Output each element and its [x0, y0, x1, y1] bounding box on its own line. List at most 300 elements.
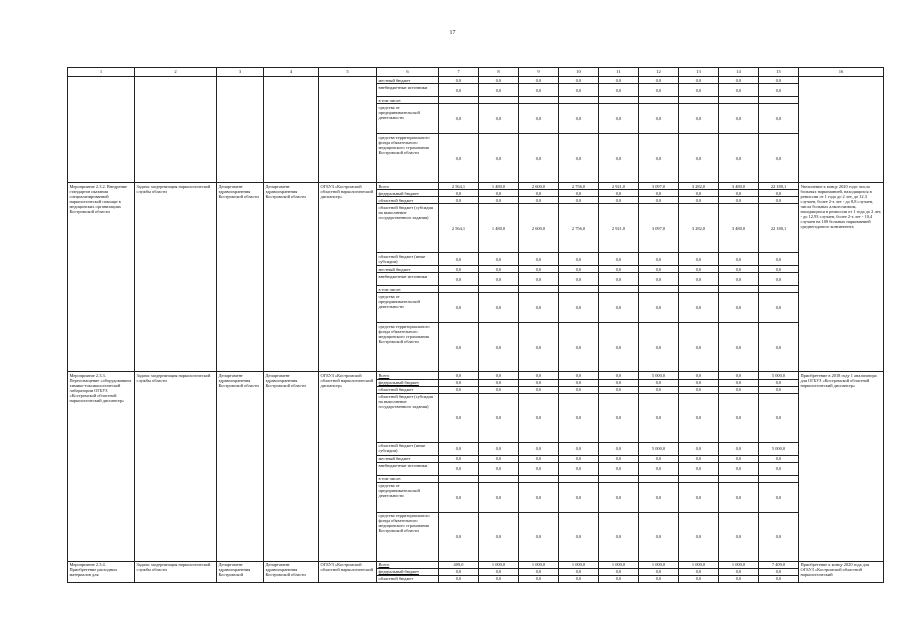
participant: ОГБУЗ «Костромской областной наркологический диспансер»	[319, 183, 377, 372]
value-cell: 0,0	[519, 84, 559, 97]
value-cell: 0,0	[639, 482, 679, 512]
value-cell: 0,0	[599, 372, 639, 379]
value-cell: 0,0	[639, 455, 679, 462]
value-cell: 0,0	[599, 575, 639, 582]
value-cell: 0,0	[679, 104, 719, 134]
value-cell: 0,0	[759, 575, 799, 582]
value-cell: 0,0	[719, 379, 759, 386]
column-header: 12	[639, 68, 679, 77]
value-cell: 0,0	[759, 266, 799, 273]
value-cell: 0,0	[439, 372, 479, 379]
value-cell: 0,0	[639, 575, 679, 582]
value-cell: 0,0	[479, 512, 519, 561]
value-cell: 0,0	[759, 190, 799, 197]
value-cell: 0,0	[599, 386, 639, 393]
value-cell	[519, 97, 559, 104]
value-cell: 0,0	[679, 393, 719, 442]
task-name: Задача: модернизация наркологической службы области	[135, 183, 217, 372]
value-cell: 0,0	[439, 379, 479, 386]
executor: Департамент здравоохранения Костромской области	[217, 372, 264, 561]
value-cell: 0,0	[759, 455, 799, 462]
value-cell: 0,0	[479, 77, 519, 84]
value-cell: 0,0	[759, 77, 799, 84]
value-cell: 0,0	[679, 77, 719, 84]
value-cell: 0,0	[639, 393, 679, 442]
value-cell: 0,0	[639, 323, 679, 372]
value-cell: 0,0	[519, 462, 559, 475]
value-cell	[719, 475, 759, 482]
empty-cell	[68, 77, 135, 183]
value-cell	[559, 286, 599, 293]
value-cell: 0,0	[559, 482, 599, 512]
value-cell	[519, 286, 559, 293]
column-header: 8	[479, 68, 519, 77]
value-cell: 0,0	[599, 393, 639, 442]
coexecutor: Департамент здравоохранения Костромской области	[264, 561, 319, 582]
value-cell: 0,0	[439, 512, 479, 561]
value-cell: 0,0	[759, 197, 799, 204]
value-cell: 0,0	[559, 462, 599, 475]
value-cell	[599, 97, 639, 104]
executor: Департамент здравоохранения Костромской области	[217, 183, 264, 372]
value-cell: 0,0	[519, 568, 559, 575]
value-cell: 0,0	[679, 253, 719, 266]
value-cell: 0,0	[679, 134, 719, 183]
value-cell: 0,0	[559, 77, 599, 84]
value-cell: 0,0	[719, 104, 759, 134]
value-cell: 5 000,0	[639, 372, 679, 379]
source-label: внебюджетные источники	[377, 462, 439, 475]
value-cell: 0,0	[759, 253, 799, 266]
column-header: 9	[519, 68, 559, 77]
value-cell: 3 282,0	[679, 204, 719, 253]
value-cell: 0,0	[559, 575, 599, 582]
source-label: в том числе:	[377, 286, 439, 293]
value-cell: 0,0	[639, 462, 679, 475]
executor: Департамент здравоохранения Костромской	[217, 561, 264, 582]
source-label: областной бюджет (иные субсидии)	[377, 442, 439, 455]
value-cell: 0,0	[639, 104, 679, 134]
empty-cell	[217, 77, 264, 183]
value-cell: 0,0	[599, 455, 639, 462]
column-header: 11	[599, 68, 639, 77]
value-cell: 0,0	[519, 253, 559, 266]
value-cell: 0,0	[639, 266, 679, 273]
value-cell: 0,0	[759, 482, 799, 512]
value-cell: 0,0	[719, 393, 759, 442]
value-cell: 0,0	[519, 482, 559, 512]
source-label: средства от предпринимательской деятельности	[377, 104, 439, 134]
value-cell: 0,0	[519, 575, 559, 582]
value-cell: 0,0	[439, 104, 479, 134]
value-cell: 5 000,0	[639, 442, 679, 455]
value-cell: 0,0	[559, 455, 599, 462]
value-cell: 0,0	[519, 134, 559, 183]
value-cell: 0,0	[759, 323, 799, 372]
value-cell: 0,0	[479, 455, 519, 462]
source-label: федеральный бюджет	[377, 190, 439, 197]
value-cell: 0,0	[719, 372, 759, 379]
value-cell: 0,0	[559, 273, 599, 286]
empty-cell	[799, 77, 884, 183]
value-cell	[759, 286, 799, 293]
source-label: средства от предпринимательской деятельности	[377, 482, 439, 512]
value-cell: 0,0	[439, 442, 479, 455]
value-cell: 0,0	[759, 512, 799, 561]
value-cell: 1 000,0	[679, 561, 719, 568]
value-cell: 0,0	[719, 253, 759, 266]
source-label: Всего	[377, 183, 439, 190]
source-label: средства территориального фонда обязательного медицинского страхования Костромской области	[377, 323, 439, 372]
value-cell: 0,0	[599, 273, 639, 286]
value-cell: 5 000,0	[759, 442, 799, 455]
value-cell: 0,0	[679, 386, 719, 393]
value-cell: 0,0	[679, 84, 719, 97]
column-header: 7	[439, 68, 479, 77]
value-cell: 1 480,0	[479, 204, 519, 253]
value-cell: 5 000,0	[759, 372, 799, 379]
value-cell: 0,0	[639, 253, 679, 266]
value-cell: 0,0	[759, 462, 799, 475]
value-cell: 0,0	[559, 393, 599, 442]
value-cell	[479, 97, 519, 104]
source-label: средства от предпринимательской деятельности	[377, 293, 439, 323]
value-cell: 0,0	[759, 293, 799, 323]
value-cell	[759, 97, 799, 104]
value-cell: 0,0	[759, 134, 799, 183]
value-cell	[679, 97, 719, 104]
value-cell: 3 480,0	[719, 183, 759, 190]
value-cell: 0,0	[719, 190, 759, 197]
value-cell: 0,0	[479, 393, 519, 442]
source-label: областной бюджет (иные субсидии)	[377, 253, 439, 266]
value-cell: 0,0	[519, 197, 559, 204]
value-cell: 0,0	[479, 266, 519, 273]
value-cell: 2 756,0	[559, 183, 599, 190]
value-cell	[479, 475, 519, 482]
value-cell: 0,0	[719, 455, 759, 462]
value-cell	[599, 286, 639, 293]
value-cell: 0,0	[679, 273, 719, 286]
value-cell: 0,0	[439, 253, 479, 266]
value-cell: 0,0	[439, 386, 479, 393]
value-cell: 0,0	[559, 293, 599, 323]
value-cell	[439, 286, 479, 293]
value-cell: 0,0	[639, 379, 679, 386]
column-header: 6	[377, 68, 439, 77]
value-cell: 0,0	[759, 273, 799, 286]
source-label: местный бюджет	[377, 77, 439, 84]
value-cell: 0,0	[519, 455, 559, 462]
table-row	[68, 183, 884, 190]
value-cell: 0,0	[439, 455, 479, 462]
value-cell	[639, 286, 679, 293]
value-cell: 2 600,0	[519, 204, 559, 253]
value-cell: 0,0	[599, 197, 639, 204]
value-cell: 1 000,0	[559, 561, 599, 568]
expected-result: Приобретение к концу 2020 года для ОГБУЗ «Костромской областной наркологический	[799, 561, 884, 582]
value-cell: 0,0	[679, 372, 719, 379]
value-cell: 0,0	[479, 482, 519, 512]
value-cell	[479, 286, 519, 293]
column-header: 2	[135, 68, 217, 77]
value-cell: 0,0	[679, 197, 719, 204]
value-cell: 0,0	[439, 575, 479, 582]
value-cell: 1 000,0	[479, 561, 519, 568]
column-header: 10	[559, 68, 599, 77]
value-cell: 2 921,0	[599, 183, 639, 190]
value-cell: 0,0	[479, 568, 519, 575]
budget-table	[67, 67, 884, 583]
value-cell: 0,0	[639, 568, 679, 575]
value-cell: 0,0	[639, 273, 679, 286]
value-cell: 0,0	[479, 386, 519, 393]
value-cell: 1 000,0	[599, 561, 639, 568]
value-cell: 0,0	[719, 77, 759, 84]
value-cell	[639, 475, 679, 482]
value-cell: 22 180,1	[759, 204, 799, 253]
value-cell	[679, 286, 719, 293]
value-cell: 2 600,0	[519, 183, 559, 190]
value-cell: 0,0	[559, 386, 599, 393]
value-cell: 2 756,0	[559, 204, 599, 253]
value-cell: 2 564,1	[439, 204, 479, 253]
column-header: 5	[319, 68, 377, 77]
value-cell: 1 000,0	[719, 561, 759, 568]
value-cell: 0,0	[599, 293, 639, 323]
value-cell: 0,0	[439, 293, 479, 323]
value-cell: 0,0	[599, 482, 639, 512]
value-cell: 0,0	[719, 512, 759, 561]
value-cell: 0,0	[639, 197, 679, 204]
value-cell: 0,0	[679, 462, 719, 475]
empty-cell	[264, 77, 319, 183]
value-cell: 0,0	[439, 190, 479, 197]
source-label: областной бюджет	[377, 386, 439, 393]
value-cell: 0,0	[559, 372, 599, 379]
value-cell: 0,0	[519, 372, 559, 379]
expected-result: Приобретение в 2018 году 1 анализатора для ОГБУЗ «Костромской областной наркологический диспансер»	[799, 372, 884, 561]
participant: ОГБУЗ «Костромской областной наркологический	[319, 561, 377, 582]
value-cell: 0,0	[439, 197, 479, 204]
value-cell: 0,0	[679, 442, 719, 455]
value-cell: 0,0	[479, 293, 519, 323]
task-name: Задача: модернизация наркологической службы области	[135, 372, 217, 561]
value-cell: 0,0	[559, 379, 599, 386]
value-cell: 0,0	[719, 273, 759, 286]
source-label: областной бюджет (субсидия на выполнение государственного задания)	[377, 393, 439, 442]
value-cell: 0,0	[519, 266, 559, 273]
value-cell	[519, 475, 559, 482]
value-cell: 0,0	[679, 512, 719, 561]
value-cell: 0,0	[679, 455, 719, 462]
value-cell: 7 409,0	[759, 561, 799, 568]
value-cell: 0,0	[479, 323, 519, 372]
value-cell	[439, 97, 479, 104]
value-cell: 0,0	[679, 568, 719, 575]
value-cell: 0,0	[759, 386, 799, 393]
value-cell: 3 097,0	[639, 204, 679, 253]
value-cell: 0,0	[719, 575, 759, 582]
value-cell: 0,0	[719, 293, 759, 323]
column-header: 16	[799, 68, 884, 77]
value-cell: 0,0	[599, 442, 639, 455]
value-cell: 0,0	[599, 77, 639, 84]
value-cell: 0,0	[599, 512, 639, 561]
value-cell: 0,0	[519, 273, 559, 286]
value-cell: 0,0	[599, 253, 639, 266]
value-cell: 0,0	[519, 293, 559, 323]
page-number: 17	[449, 30, 456, 36]
header-row	[68, 68, 884, 77]
value-cell: 0,0	[479, 462, 519, 475]
value-cell: 0,0	[759, 393, 799, 442]
value-cell: 0,0	[519, 190, 559, 197]
value-cell: 0,0	[479, 84, 519, 97]
source-label: федеральный бюджет	[377, 379, 439, 386]
column-header: 3	[217, 68, 264, 77]
table-row	[68, 372, 884, 379]
value-cell: 0,0	[599, 462, 639, 475]
value-cell: 0,0	[559, 253, 599, 266]
source-label: областной бюджет	[377, 197, 439, 204]
value-cell: 0,0	[559, 323, 599, 372]
value-cell: 0,0	[599, 104, 639, 134]
value-cell: 0,0	[439, 77, 479, 84]
measure-name: Мероприятие 2.3.4. Приобретение расходных материалов для	[68, 561, 135, 582]
value-cell: 0,0	[479, 273, 519, 286]
value-cell: 0,0	[679, 266, 719, 273]
empty-cell	[135, 77, 217, 183]
value-cell: 3 097,0	[639, 183, 679, 190]
value-cell: 0,0	[439, 393, 479, 442]
value-cell: 0,0	[719, 568, 759, 575]
value-cell: 0,0	[639, 190, 679, 197]
source-label: областной бюджет	[377, 575, 439, 582]
value-cell	[639, 97, 679, 104]
value-cell: 0,0	[719, 442, 759, 455]
value-cell: 0,0	[479, 379, 519, 386]
value-cell: 0,0	[599, 190, 639, 197]
value-cell: 0,0	[679, 575, 719, 582]
value-cell: 0,0	[439, 84, 479, 97]
value-cell: 0,0	[759, 84, 799, 97]
value-cell	[559, 475, 599, 482]
source-label: местный бюджет	[377, 266, 439, 273]
value-cell: 0,0	[479, 575, 519, 582]
value-cell: 0,0	[479, 197, 519, 204]
value-cell: 0,0	[439, 323, 479, 372]
value-cell: 0,0	[479, 253, 519, 266]
value-cell: 0,0	[439, 266, 479, 273]
value-cell: 0,0	[519, 104, 559, 134]
value-cell: 0,0	[639, 134, 679, 183]
value-cell: 0,0	[599, 134, 639, 183]
column-header: 13	[679, 68, 719, 77]
value-cell: 0,0	[599, 323, 639, 372]
column-header: 15	[759, 68, 799, 77]
value-cell	[759, 475, 799, 482]
value-cell: 0,0	[559, 134, 599, 183]
value-cell: 3 480,0	[719, 204, 759, 253]
value-cell: 0,0	[559, 512, 599, 561]
value-cell: 0,0	[519, 323, 559, 372]
coexecutor: Департамент здравоохранения Костромской области	[264, 183, 319, 372]
value-cell: 409,0	[439, 561, 479, 568]
table-row	[68, 77, 884, 84]
value-cell	[439, 475, 479, 482]
value-cell	[599, 475, 639, 482]
value-cell: 0,0	[519, 512, 559, 561]
expected-result: Увеличение к концу 2020 года: числа больных наркоманией, находящихся в ремиссии от 1 года до 2 лет, до 12,3 случаев, более 2-х лет - до 8,8 случаев, числа больных алкоголизмом, находящихся в ремиссии от 1 года до 2 лет, - до 12,93 случаев, более 2-х лет - 10,4 случаев на 100 больных наркоманией среднегодового контингента	[799, 183, 884, 372]
value-cell: 0,0	[439, 273, 479, 286]
measure-name: Мероприятие 2.3.3. Переоснащение «оборудованием химико-токсикологической лаборатории ОГБУЗ «Костромской областной наркологический диспансер»	[68, 372, 135, 561]
value-cell: 0,0	[559, 84, 599, 97]
source-label: в том числе:	[377, 475, 439, 482]
source-label: в том числе:	[377, 97, 439, 104]
value-cell: 0,0	[679, 323, 719, 372]
value-cell: 0,0	[519, 393, 559, 442]
source-label: средства территориального фонда обязательного медицинского страхования Костромской области	[377, 512, 439, 561]
value-cell: 0,0	[559, 104, 599, 134]
value-cell: 0,0	[559, 197, 599, 204]
value-cell: 0,0	[719, 266, 759, 273]
value-cell: 0,0	[439, 568, 479, 575]
value-cell: 0,0	[599, 266, 639, 273]
source-label: федеральный бюджет	[377, 568, 439, 575]
value-cell: 0,0	[439, 134, 479, 183]
source-label: Всего	[377, 372, 439, 379]
value-cell: 0,0	[719, 84, 759, 97]
value-cell: 0,0	[559, 190, 599, 197]
value-cell	[719, 286, 759, 293]
value-cell: 0,0	[719, 197, 759, 204]
value-cell: 0,0	[599, 379, 639, 386]
column-header: 4	[264, 68, 319, 77]
value-cell: 0,0	[679, 379, 719, 386]
source-label: внебюджетные источники	[377, 273, 439, 286]
value-cell: 0,0	[559, 442, 599, 455]
value-cell: 0,0	[639, 512, 679, 561]
measure-name: Мероприятие 2.3.2. Внедрение стандартов оказания специализированной наркологической помощи в медицинских организациях Костромской области	[68, 183, 135, 372]
value-cell: 0,0	[519, 386, 559, 393]
source-label: местный бюджет	[377, 455, 439, 462]
value-cell: 1 000,0	[639, 561, 679, 568]
value-cell: 0,0	[759, 379, 799, 386]
value-cell: 0,0	[479, 442, 519, 455]
value-cell: 0,0	[519, 442, 559, 455]
value-cell: 0,0	[679, 482, 719, 512]
value-cell: 0,0	[639, 386, 679, 393]
value-cell: 0,0	[679, 190, 719, 197]
value-cell: 0,0	[559, 568, 599, 575]
source-label: средства территориального фонда обязательного медицинского страхования Костромской области	[377, 134, 439, 183]
value-cell: 0,0	[759, 104, 799, 134]
task-name: Задача: модернизация наркологической службы области	[135, 561, 217, 582]
empty-cell	[319, 77, 377, 183]
value-cell: 1 480,0	[479, 183, 519, 190]
value-cell: 0,0	[519, 379, 559, 386]
value-cell: 0,0	[479, 134, 519, 183]
value-cell: 3 282,0	[679, 183, 719, 190]
value-cell: 0,0	[719, 386, 759, 393]
value-cell	[559, 97, 599, 104]
value-cell: 22 180,1	[759, 183, 799, 190]
value-cell: 0,0	[679, 293, 719, 323]
value-cell	[679, 475, 719, 482]
value-cell: 0,0	[479, 372, 519, 379]
participant: ОГБУЗ «Костромской областной наркологический диспансер»	[319, 372, 377, 561]
